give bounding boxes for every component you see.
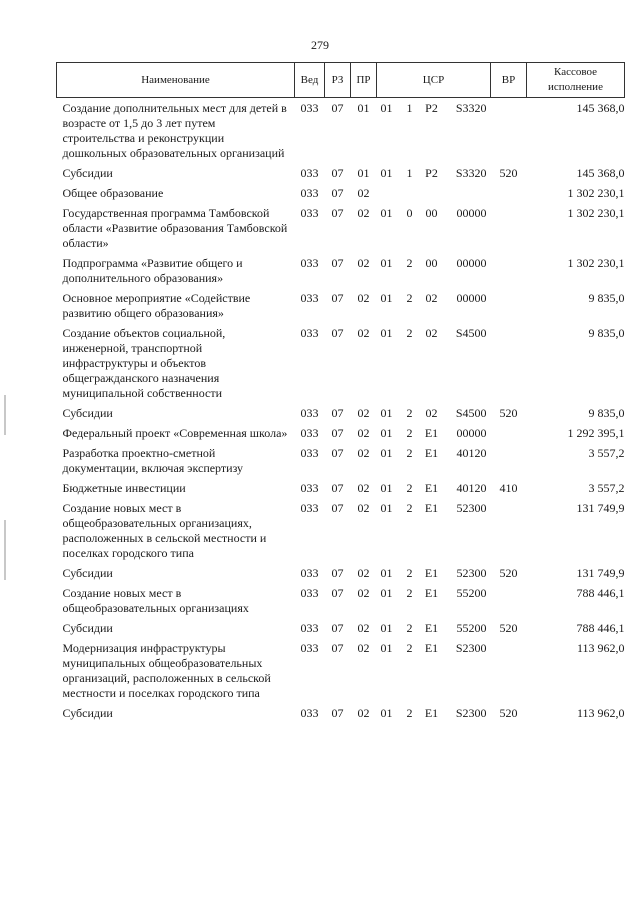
row-csr-program: 01 xyxy=(380,101,393,115)
table-row xyxy=(57,478,625,498)
row-rz: 07 xyxy=(331,586,344,600)
row-pr: 01 xyxy=(357,166,370,180)
table-header-row xyxy=(57,63,625,98)
row-csr-event: E1 xyxy=(424,501,439,515)
header-vr: ВР xyxy=(491,63,527,98)
row-amount: 131 749,9 xyxy=(576,501,625,515)
row-ved: 033 xyxy=(300,481,319,495)
row-ved: 033 xyxy=(300,186,319,200)
row-rz: 07 xyxy=(331,426,344,440)
scan-margin-mark xyxy=(4,520,6,580)
row-rz: 07 xyxy=(331,446,344,460)
row-amount: 9 835,0 xyxy=(588,291,625,305)
row-name: Создание объектов социальной, инженерной, транспортной инфраструктуры и объектов общегражданского назначения муниципальной собственности xyxy=(62,326,226,400)
row-csr-event: E1 xyxy=(424,426,439,440)
row-ved: 033 xyxy=(300,326,319,340)
row-csr-subprogram: 1 xyxy=(406,166,413,180)
row-csr-direction: 55200 xyxy=(456,586,487,600)
row-csr-direction: S3320 xyxy=(455,101,487,115)
row-ved: 033 xyxy=(300,566,319,580)
row-name: Создание дополнительных мест для детей в возрасте от 1,5 до 3 лет путем строительства и реконструкции дошкольных образовательных организаций xyxy=(62,101,287,160)
row-rz: 07 xyxy=(331,186,344,200)
row-amount: 131 749,9 xyxy=(576,566,625,580)
scan-margin-mark xyxy=(4,395,6,435)
row-csr-program: 01 xyxy=(380,706,393,720)
row-csr-direction: 52300 xyxy=(456,566,487,580)
row-csr-direction: 52300 xyxy=(456,501,487,515)
row-name: Основное мероприятие «Содействие развитию общего образования» xyxy=(62,291,251,320)
row-rz: 07 xyxy=(331,641,344,655)
row-name: Субсидии xyxy=(62,566,113,580)
row-csr-direction: 00000 xyxy=(456,256,487,270)
table-row xyxy=(57,183,625,203)
row-csr-event: E1 xyxy=(424,706,439,720)
header-name: Наименование xyxy=(57,63,295,98)
row-ved: 033 xyxy=(300,446,319,460)
row-vr xyxy=(491,253,527,288)
row-rz: 07 xyxy=(331,621,344,635)
row-csr xyxy=(377,203,491,253)
row-amount: 1 292 395,1 xyxy=(567,426,625,440)
row-vr xyxy=(491,98,527,164)
row-csr-program: 01 xyxy=(380,206,393,220)
row-rz: 07 xyxy=(331,256,344,270)
row-vr: 410 xyxy=(499,481,518,495)
row-vr: 520 xyxy=(499,166,518,180)
row-csr xyxy=(377,563,491,583)
row-ved: 033 xyxy=(300,621,319,635)
row-amount: 1 302 230,1 xyxy=(567,186,625,200)
row-rz: 07 xyxy=(331,706,344,720)
table-row xyxy=(57,443,625,478)
row-pr: 02 xyxy=(357,186,370,200)
row-csr-direction: S3320 xyxy=(455,166,487,180)
row-ved: 033 xyxy=(300,101,319,115)
row-csr-direction: 40120 xyxy=(456,481,487,495)
row-pr: 01 xyxy=(357,101,370,115)
row-csr-direction: 00000 xyxy=(456,206,487,220)
row-vr xyxy=(491,638,527,703)
table-row xyxy=(57,203,625,253)
row-pr: 02 xyxy=(357,566,370,580)
row-amount: 788 446,1 xyxy=(576,586,625,600)
row-name: Федеральный проект «Современная школа» xyxy=(62,426,288,440)
row-csr xyxy=(377,253,491,288)
row-csr-direction: S2300 xyxy=(455,706,487,720)
row-pr: 02 xyxy=(357,481,370,495)
row-vr xyxy=(491,443,527,478)
row-amount: 3 557,2 xyxy=(588,481,625,495)
row-csr xyxy=(377,703,491,723)
row-amount: 1 302 230,1 xyxy=(567,206,625,220)
row-csr-direction: S2300 xyxy=(455,641,487,655)
row-csr-event: P2 xyxy=(425,101,438,115)
page-number: 279 xyxy=(311,38,329,52)
row-csr-subprogram: 1 xyxy=(406,101,413,115)
row-csr-event: E1 xyxy=(424,586,439,600)
row-csr-event: 00 xyxy=(425,206,438,220)
table-row xyxy=(57,288,625,323)
table-row xyxy=(57,583,625,618)
row-amount: 1 302 230,1 xyxy=(567,256,625,270)
row-name: Разработка проектно-сметной документации, включая экспертизу xyxy=(62,446,244,475)
row-csr xyxy=(377,98,491,164)
row-csr-event: E1 xyxy=(424,641,439,655)
row-csr-event: E1 xyxy=(424,566,439,580)
row-ved: 033 xyxy=(300,641,319,655)
row-csr-subprogram: 2 xyxy=(406,426,413,440)
row-name: Субсидии xyxy=(62,166,113,180)
row-pr: 02 xyxy=(357,406,370,420)
row-name: Создание новых мест в общеобразовательных организациях, расположенных в сельской местности и поселках городского типа xyxy=(62,501,267,560)
row-rz: 07 xyxy=(331,406,344,420)
table-row xyxy=(57,498,625,563)
row-csr-subprogram: 2 xyxy=(406,566,413,580)
row-rz: 07 xyxy=(331,566,344,580)
row-amount: 113 962,0 xyxy=(576,641,625,655)
header-amount: Кассовое исполнение xyxy=(527,63,625,98)
row-csr-subprogram: 2 xyxy=(406,641,413,655)
table-row xyxy=(57,638,625,703)
table-row xyxy=(57,163,625,183)
row-csr-event: E1 xyxy=(424,621,439,635)
row-ved: 033 xyxy=(300,166,319,180)
row-csr-event: 02 xyxy=(425,326,438,340)
row-csr-program: 01 xyxy=(380,481,393,495)
row-csr xyxy=(377,618,491,638)
row-csr-event: E1 xyxy=(424,481,439,495)
row-name: Бюджетные инвестиции xyxy=(62,481,186,495)
row-vr: 520 xyxy=(499,621,518,635)
row-ved: 033 xyxy=(300,426,319,440)
row-csr-program: 01 xyxy=(380,326,393,340)
row-name: Субсидии xyxy=(62,621,113,635)
row-name: Субсидии xyxy=(62,406,113,420)
row-rz: 07 xyxy=(331,501,344,515)
table-row xyxy=(57,253,625,288)
row-ved: 033 xyxy=(300,206,319,220)
row-csr-subprogram: 2 xyxy=(406,446,413,460)
row-csr xyxy=(377,583,491,618)
table-row xyxy=(57,323,625,403)
row-csr xyxy=(377,183,491,203)
row-csr-subprogram: 2 xyxy=(406,406,413,420)
row-rz: 07 xyxy=(331,166,344,180)
row-csr xyxy=(377,498,491,563)
table-body xyxy=(57,98,625,724)
row-csr-program: 01 xyxy=(380,446,393,460)
row-csr-subprogram: 2 xyxy=(406,326,413,340)
row-csr-event: P2 xyxy=(425,166,438,180)
row-csr-subprogram: 2 xyxy=(406,256,413,270)
row-vr xyxy=(491,323,527,403)
row-vr xyxy=(491,203,527,253)
table-row xyxy=(57,618,625,638)
row-pr: 02 xyxy=(357,641,370,655)
row-name: Подпрограмма «Развитие общего и дополнительного образования» xyxy=(62,256,243,285)
row-rz: 07 xyxy=(331,101,344,115)
row-csr-program: 01 xyxy=(380,166,393,180)
row-csr-direction: S4500 xyxy=(455,406,487,420)
row-csr-direction: 00000 xyxy=(456,291,487,305)
row-pr: 02 xyxy=(357,586,370,600)
row-csr-program: 01 xyxy=(380,621,393,635)
row-csr xyxy=(377,443,491,478)
row-pr: 02 xyxy=(357,291,370,305)
row-csr xyxy=(377,478,491,498)
row-pr: 02 xyxy=(357,326,370,340)
row-csr-subprogram: 2 xyxy=(406,586,413,600)
row-csr-subprogram: 2 xyxy=(406,501,413,515)
row-ved: 033 xyxy=(300,501,319,515)
row-vr xyxy=(491,583,527,618)
row-ved: 033 xyxy=(300,291,319,305)
row-csr-direction: S4500 xyxy=(455,326,487,340)
row-csr xyxy=(377,288,491,323)
row-vr: 520 xyxy=(499,706,518,720)
row-csr-subprogram: 0 xyxy=(406,206,413,220)
row-pr: 02 xyxy=(357,446,370,460)
row-vr xyxy=(491,288,527,323)
row-csr-event: 02 xyxy=(425,291,438,305)
header-rz: РЗ xyxy=(325,63,351,98)
row-csr-program: 01 xyxy=(380,426,393,440)
row-csr xyxy=(377,638,491,703)
row-csr xyxy=(377,323,491,403)
header-pr: ПР xyxy=(351,63,377,98)
row-vr: 520 xyxy=(499,566,518,580)
row-csr-subprogram: 2 xyxy=(406,706,413,720)
budget-table xyxy=(56,62,625,723)
row-pr: 02 xyxy=(357,706,370,720)
row-csr-event: 00 xyxy=(425,256,438,270)
row-csr-program: 01 xyxy=(380,256,393,270)
row-csr-direction: 40120 xyxy=(456,446,487,460)
row-csr-program: 01 xyxy=(380,566,393,580)
table-row xyxy=(57,423,625,443)
row-csr-program: 01 xyxy=(380,641,393,655)
row-csr xyxy=(377,163,491,183)
row-pr: 02 xyxy=(357,501,370,515)
table-row xyxy=(57,403,625,423)
row-csr-subprogram: 2 xyxy=(406,481,413,495)
table-row xyxy=(57,98,625,164)
row-rz: 07 xyxy=(331,206,344,220)
row-csr-direction: 55200 xyxy=(456,621,487,635)
row-csr xyxy=(377,403,491,423)
row-csr-event: 02 xyxy=(425,406,438,420)
row-amount: 145 368,0 xyxy=(576,166,625,180)
row-vr xyxy=(491,498,527,563)
row-amount: 788 446,1 xyxy=(576,621,625,635)
header-ved: Вед xyxy=(295,63,325,98)
row-rz: 07 xyxy=(331,481,344,495)
row-csr xyxy=(377,423,491,443)
row-csr-event: E1 xyxy=(424,446,439,460)
row-name: Субсидии xyxy=(62,706,113,720)
row-rz: 07 xyxy=(331,291,344,305)
row-csr-program: 01 xyxy=(380,586,393,600)
row-amount: 9 835,0 xyxy=(588,406,625,420)
row-vr: 520 xyxy=(499,406,518,420)
row-pr: 02 xyxy=(357,621,370,635)
row-amount: 9 835,0 xyxy=(588,326,625,340)
row-vr xyxy=(491,183,527,203)
table-row xyxy=(57,703,625,723)
row-rz: 07 xyxy=(331,326,344,340)
row-pr: 02 xyxy=(357,206,370,220)
row-csr-subprogram: 2 xyxy=(406,621,413,635)
row-csr-subprogram: 2 xyxy=(406,291,413,305)
header-csr: ЦСР xyxy=(377,63,491,98)
row-amount: 3 557,2 xyxy=(588,446,625,460)
row-pr: 02 xyxy=(357,256,370,270)
row-csr-program: 01 xyxy=(380,501,393,515)
row-amount: 145 368,0 xyxy=(576,101,625,115)
row-ved: 033 xyxy=(300,406,319,420)
table-row xyxy=(57,563,625,583)
row-pr: 02 xyxy=(357,426,370,440)
row-ved: 033 xyxy=(300,706,319,720)
row-name: Создание новых мест в общеобразовательных организациях xyxy=(62,586,249,615)
row-amount: 113 962,0 xyxy=(576,706,625,720)
row-name: Модернизация инфраструктуры муниципальных общеобразовательных организаций, расположенных в сельской местности и поселках городского типа xyxy=(62,641,271,700)
row-csr-direction: 00000 xyxy=(456,426,487,440)
row-ved: 033 xyxy=(300,256,319,270)
row-vr xyxy=(491,423,527,443)
row-csr-program: 01 xyxy=(380,406,393,420)
row-name: Общее образование xyxy=(62,186,164,200)
row-name: Государственная программа Тамбовской области «Развитие образования Тамбовской области» xyxy=(62,206,288,250)
row-ved: 033 xyxy=(300,586,319,600)
row-csr-program: 01 xyxy=(380,291,393,305)
